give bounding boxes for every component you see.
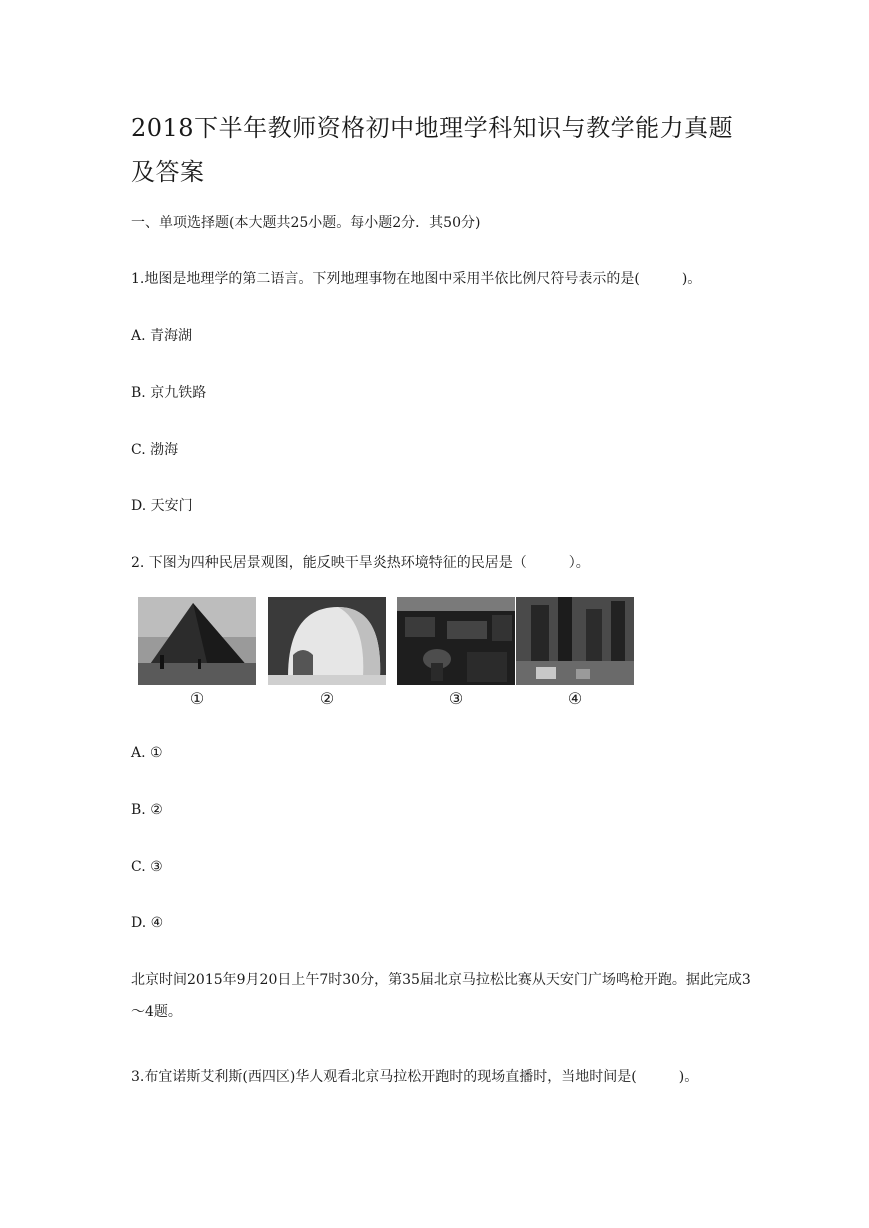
question-2-option-c: C. ③	[131, 859, 163, 875]
question-1-option-d: D. 天安门	[131, 498, 193, 514]
page-title: 2018下半年教师资格初中地理学科知识与教学能力真题及答案	[131, 114, 734, 186]
figure-label-2: ②	[319, 689, 335, 708]
question-2-stem: 2. 下图为四种民居景观图，能反映干旱炎热环境特征的民居是（ ）。	[131, 555, 590, 571]
figure-label-1: ①	[189, 689, 205, 708]
question-2-option-b: B. ②	[131, 802, 163, 818]
dwelling-photo-3	[397, 597, 515, 685]
question-1-option-c: C. 渤海	[131, 442, 179, 458]
question-3-stem: 3.布宜诺斯艾利斯(西四区)华人观看北京马拉松开跑时的现场直播时，当地时间是( )。	[131, 1069, 699, 1085]
dwelling-photos-figure	[138, 597, 628, 715]
figure-label-3: ③	[448, 689, 464, 708]
figure-label-4: ④	[567, 689, 583, 708]
passage-paragraph: 北京时间2015年9月20日上午7时30分，第35届北京马拉松比赛从天安门广场鸣枪开跑。据此完成3～4题。	[131, 972, 751, 1020]
dwelling-photo-4	[516, 597, 634, 685]
question-2-option-a: A. ①	[131, 745, 163, 761]
question-2-option-d: D. ④	[131, 915, 164, 931]
question-1-stem: 1.地图是地理学的第二语言。下列地理事物在地图中采用半依比例尺符号表示的是( )。	[131, 271, 702, 287]
question-1-option-a: A. 青海湖	[131, 328, 193, 344]
dwelling-photo-2	[268, 597, 386, 685]
question-1-option-b: B. 京九铁路	[131, 385, 207, 401]
section-heading: 一、单项选择题(本大题共25小题。每小题2分．其50分)	[131, 215, 481, 231]
dwelling-photo-1	[138, 597, 256, 685]
